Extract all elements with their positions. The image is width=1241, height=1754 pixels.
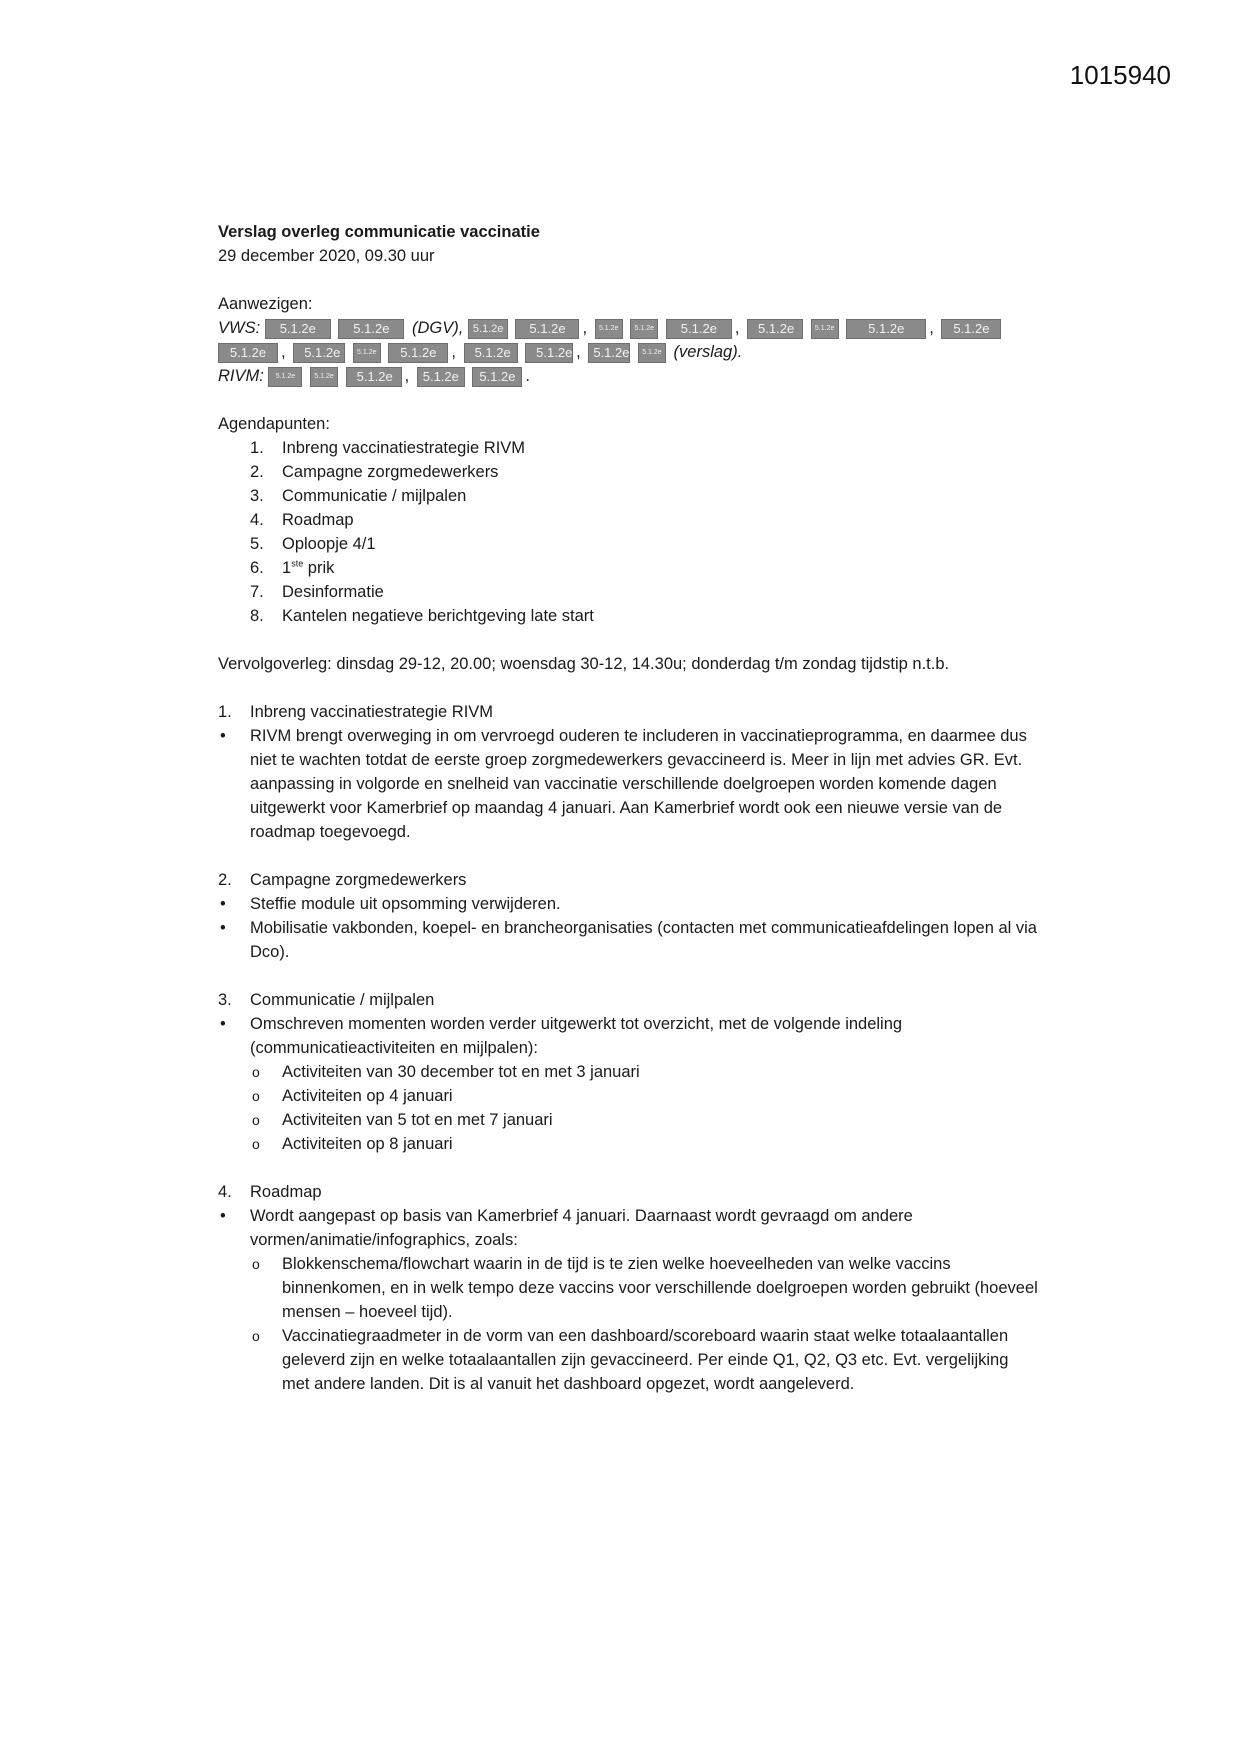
document-id: 1015940: [1069, 60, 1171, 90]
redaction-box: 5.1.2e: [310, 367, 338, 387]
section-heading: 1. Inbreng vaccinatiestrategie RIVM: [218, 703, 494, 721]
redaction-box: 5.1.2e: [472, 367, 522, 387]
section-bullets: [218, 1204, 1038, 1252]
attendees-rivm-line: RIVM: 5.1.2e 5.1.2e 5.1.2e , 5.1.2e 5.1.2e .: [218, 367, 530, 385]
agenda-item: 6. 1ste prik: [250, 558, 335, 577]
redaction-box: 5.1.2e: [846, 319, 926, 339]
attendees-vws-line-2: 5.1.2e , 5.1.2e 5.1.2e 5.1.2e , 5.1.2e 5.1.2e , 5.1.2e 5.1.2e (verslag).: [218, 340, 1038, 364]
agenda-list: [218, 436, 1038, 628]
redaction-box: 5.1.2e: [666, 319, 732, 339]
redaction-box: 5.1.2e: [941, 319, 1001, 339]
redaction-box: 5.1.2e: [218, 343, 278, 363]
redaction-box: 5.1.2e: [595, 319, 623, 339]
agenda-item: 4. Roadmap: [250, 511, 354, 529]
date-line: 29 december 2020, 09.30 uur: [218, 247, 435, 265]
bullet-item: • Wordt aangepast op basis van Kamerbrief 4 januari. Daarnaast wordt gevraagd om andere vormen/animatie/infographics, zoals:: [218, 1204, 1038, 1252]
sub-list: [218, 1252, 1038, 1396]
sub-list: [218, 1060, 1038, 1156]
bullet-item: • Steffie module uit opsomming verwijderen.: [218, 892, 1038, 916]
followup-line: Vervolgoverleg: dinsdag 29-12, 20.00; woensdag 30-12, 14.30u; donderdag t/m zondag tijdstip n.t.b.: [218, 655, 950, 673]
sub-item: o Activiteiten op 8 januari: [186, 1132, 1038, 1156]
redaction-box: 5.1.2e: [468, 319, 508, 339]
redaction-box: 5.1.2e: [268, 367, 302, 387]
redaction-box: 5.1.2e: [747, 319, 803, 339]
rivm-label: RIVM:: [218, 367, 264, 385]
sub-item: o Activiteiten van 30 december tot en met 3 januari: [186, 1060, 1038, 1084]
redaction-box: 5.1.2e: [417, 367, 465, 387]
redaction-box: 5.1.2e: [638, 343, 666, 363]
agenda-item: 8. Kantelen negatieve berichtgeving late start: [250, 607, 594, 625]
attendees-vws-line: VWS: 5.1.2e 5.1.2e (DGV), 5.1.2e 5.1.2e , 5.1.2e 5.1.2e 5.1.2e , 5.1.2e 5.1.2e 5.1.2e , 5.1.2e: [218, 316, 1038, 340]
sub-item: o Blokkenschema/flowchart waarin in de tijd is te zien welke hoeveelheden van welke vaccins binnenkomen, en in welk tempo deze vaccins voor verschillende doelgroepen worden gebruikt (hoeveel mensen – hoeveel tijd).: [186, 1252, 1038, 1324]
section-heading: 2. Campagne zorgmedewerkers: [218, 871, 467, 889]
redaction-box: 5.1.2e: [515, 319, 579, 339]
agenda-item: 1. Inbreng vaccinatiestrategie RIVM: [250, 439, 526, 457]
document-body: [218, 220, 1038, 1396]
agenda-item: 3. Communicatie / mijlpalen: [250, 487, 467, 505]
redaction-box: 5.1.2e: [338, 319, 404, 339]
redaction-box: 5.1.2e: [630, 319, 658, 339]
section-bullets: [218, 724, 1038, 844]
sub-item: o Vaccinatiegraadmeter in de vorm van een dashboard/scoreboard waarin staat welke totaalaantallen geleverd zijn en welke totaalaantallen zijn gevaccineerd. Per einde Q1, Q2, Q3 etc. Evt. vergelijking met andere landen. Dit is al vanuit het dashboard opgezet, wordt aangeleverd.: [186, 1324, 1038, 1396]
redaction-box: 5.1.2e: [346, 367, 402, 387]
redaction-box: 5.1.2e: [265, 319, 331, 339]
section-heading: 4. Roadmap: [218, 1183, 322, 1201]
redaction-box: 5.1.2e: [811, 319, 839, 339]
redaction-box: 5.1.2e: [388, 343, 448, 363]
bullet-item: • Omschreven momenten worden verder uitgewerkt tot overzicht, met de volgende indeling (communicatieactiviteiten en mijlpalen):: [218, 1012, 1038, 1060]
bullet-item: • RIVM brengt overweging in om vervroegd ouderen te includeren in vaccinatieprogramma, en daarmee dus niet te wachten totdat de eerste groep zorgmedewerkers gevaccineerd is. Meer in lijn met advies GR. Evt. aanpassing in volgorde en snelheid van vaccinatie verschillende doelgroepen worden komende dagen uitgewerkt voor Kamerbrief op maandag 4 januari. Aan Kamerbrief wordt ook een nieuwe versie van de roadmap toegevoegd.: [218, 724, 1038, 844]
section-bullets: [218, 1012, 1038, 1060]
agenda-label: Agendapunten:: [218, 415, 330, 433]
vws-label: VWS:: [218, 319, 261, 337]
redaction-box: 5.1.2e: [293, 343, 345, 363]
section-heading: 3. Communicatie / mijlpalen: [218, 991, 435, 1009]
redaction-box: 5.1.2e: [588, 343, 630, 363]
dgv-label: (DGV),: [411, 319, 464, 337]
sub-item: o Activiteiten op 4 januari: [186, 1084, 1038, 1108]
agenda-item: 7. Desinformatie: [250, 583, 384, 601]
redaction-box: 5.1.2e: [525, 343, 573, 363]
attendees-label: Aanwezigen:: [218, 295, 313, 313]
agenda-item: 5. Oploopje 4/1: [250, 535, 376, 553]
agenda-item: 2. Campagne zorgmedewerkers: [250, 463, 499, 481]
document-title: Verslag overleg communicatie vaccinatie: [218, 223, 540, 241]
sub-item: o Activiteiten van 5 tot en met 7 januari: [186, 1108, 1038, 1132]
verslag-label: (verslag).: [673, 343, 743, 361]
redaction-box: 5.1.2e: [353, 343, 381, 363]
bullet-item: • Mobilisatie vakbonden, koepel- en brancheorganisaties (contacten met communicatieafdelingen lopen al via Dco).: [218, 916, 1038, 964]
section-bullets: [218, 892, 1038, 964]
redaction-box: 5.1.2e: [464, 343, 518, 363]
